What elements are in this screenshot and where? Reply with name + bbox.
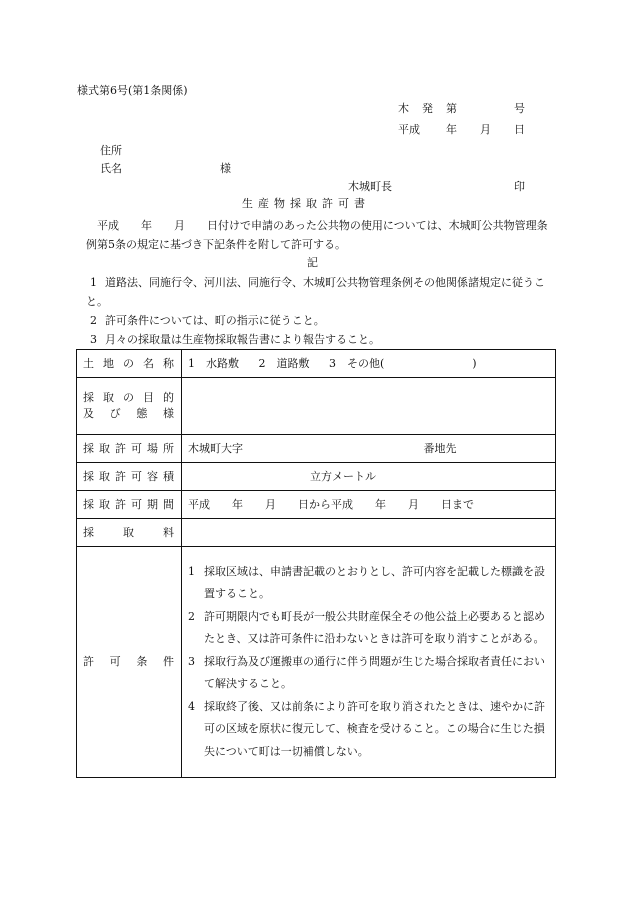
date-year: 年 [446, 123, 457, 136]
list-item: 2 許可条件については、町の指示に従うこと。 [90, 314, 325, 327]
list-item: 4 採取終了後、又は前条により許可を取り消されたときは、速やかに許可の区域を原状に復元して、検査を受けること。この場合に生じた損失について町は一切補償しない。 [188, 699, 545, 758]
permit-conditions-label: 許可条件 [77, 547, 182, 778]
table-row [77, 491, 556, 519]
doc-number-dai: 第 [446, 102, 457, 115]
ki-heading: 記 [307, 256, 318, 269]
doc-number-prefix: 木 [398, 102, 409, 115]
period-label: 採取許可期間 [77, 491, 182, 519]
name-label: 氏名 [100, 162, 122, 175]
table-row [77, 435, 556, 463]
land-name-label: 土地の名称 [77, 350, 182, 378]
period-value: 平成 年 月 日から平成 年 月 日まで [182, 491, 556, 519]
permit-conditions [182, 547, 556, 778]
form-number: 様式第6号(第1条関係) [77, 84, 188, 97]
land-name-value [182, 350, 556, 378]
table-row [77, 519, 556, 547]
permit-table [76, 349, 556, 778]
body-text: 平成 年 月 日付けで申請のあった公共物の使用については、木城町公共物管理条例第5条の規定に基づき下記条件を附して許可する。 [86, 219, 548, 251]
doc-number-go: 号 [514, 102, 525, 115]
table-row [77, 378, 556, 435]
land-option-2: 2 道路敷 [258, 356, 310, 370]
table-row [77, 463, 556, 491]
address-label: 住所 [100, 144, 122, 157]
date-day: 日 [514, 123, 525, 136]
list-item: 3 月々の採取量は生産物採取報告書により報告すること。 [90, 333, 380, 346]
purpose-label: 採取の目的 及び態様 [77, 378, 182, 435]
purpose-value [182, 378, 556, 435]
place-label: 採取許可場所 [77, 435, 182, 463]
table-row [77, 350, 556, 378]
issuer: 木城町長 [348, 180, 392, 193]
list-item: 2 許可期限内でも町長が一般公共財産保全その他公益上必要あると認めたとき、又は許可条件に沿わないときは許可を取り消すことがある。 [188, 609, 545, 646]
fee-label: 採取料 [77, 519, 182, 547]
land-option-1: 1 水路敷 [188, 356, 239, 370]
doc-number-issue: 発 [422, 102, 433, 115]
volume-value: 立方メートル [182, 463, 556, 491]
document-title: 生産物採取許可書 [242, 197, 370, 210]
list-item: 1 道路法、同施行令、河川法、同施行令、木城町公共物管理条例その他関係諸規定に従うこと。 [86, 276, 545, 308]
land-option-3: 3 その他( ) [329, 356, 477, 370]
list-item: 3 採取行為及び運搬車の通行に伴う問題が生じた場合採取者責任において解決すること。 [188, 654, 545, 691]
volume-label: 採取許可容積 [77, 463, 182, 491]
date-month: 月 [480, 123, 491, 136]
honorific: 様 [220, 162, 231, 175]
list-item: 1 採取区域は、申請書記載のとおりとし、許可内容を記載した標識を設置すること。 [188, 564, 545, 601]
table-row [77, 547, 556, 778]
place-value: 木城町大字 番地先 [182, 435, 556, 463]
seal-mark: 印 [514, 180, 525, 193]
date-era: 平成 [398, 123, 420, 136]
general-conditions [86, 273, 556, 349]
fee-value [182, 519, 556, 547]
